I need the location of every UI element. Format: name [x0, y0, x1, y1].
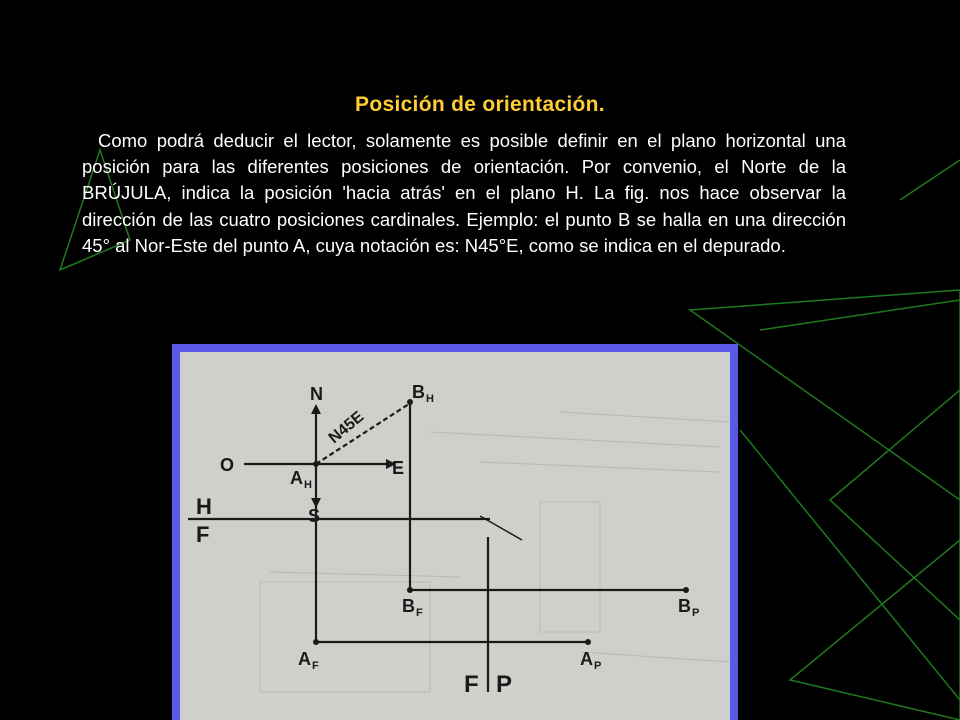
label-b-f-sub: F — [416, 607, 423, 619]
label-bottom-p: P — [496, 671, 513, 698]
slide-paragraph: Como podrá deducir el lector, solamente es posible definir en el plano horizontal una posición para las diferentes posiciones de orientación. Por convenio, el Norte de la BRÚJULA, indica la posición 'hacia atrás' en el plano H. La fig. nos hace observar la dirección de las cuatro posiciones cardinales. Ejemplo: el punto B se halla en una dirección 45° al Nor-Este del punto A, cuya notación es: N45°E, como se indica en el depurado. — [82, 130, 846, 256]
label-b-f: B — [402, 596, 415, 616]
label-b-h: B — [412, 382, 425, 402]
label-a-h-sub: H — [304, 479, 312, 491]
label-south: S — [308, 506, 321, 526]
label-b-h-sub: H — [426, 393, 434, 405]
orientation-diagram-figure — [172, 344, 738, 720]
label-north: N — [310, 384, 323, 404]
label-plane-f: F — [196, 522, 210, 547]
label-b-p: B — [678, 596, 691, 616]
label-plane-h: H — [196, 494, 212, 519]
label-b-p-sub: P — [692, 607, 700, 619]
label-west: O — [220, 455, 235, 475]
label-a-f: A — [298, 649, 311, 669]
label-east: E — [392, 458, 405, 478]
label-a-f-sub: F — [312, 660, 319, 672]
label-angle: N45E — [325, 408, 368, 448]
label-bottom-f: F — [464, 671, 479, 698]
label-a-h: A — [290, 468, 303, 488]
label-a-p-sub: P — [594, 660, 602, 672]
label-a-p: A — [580, 649, 593, 669]
slide-title: Posición de orientación. — [355, 93, 605, 116]
orientation-diagram — [180, 352, 730, 720]
